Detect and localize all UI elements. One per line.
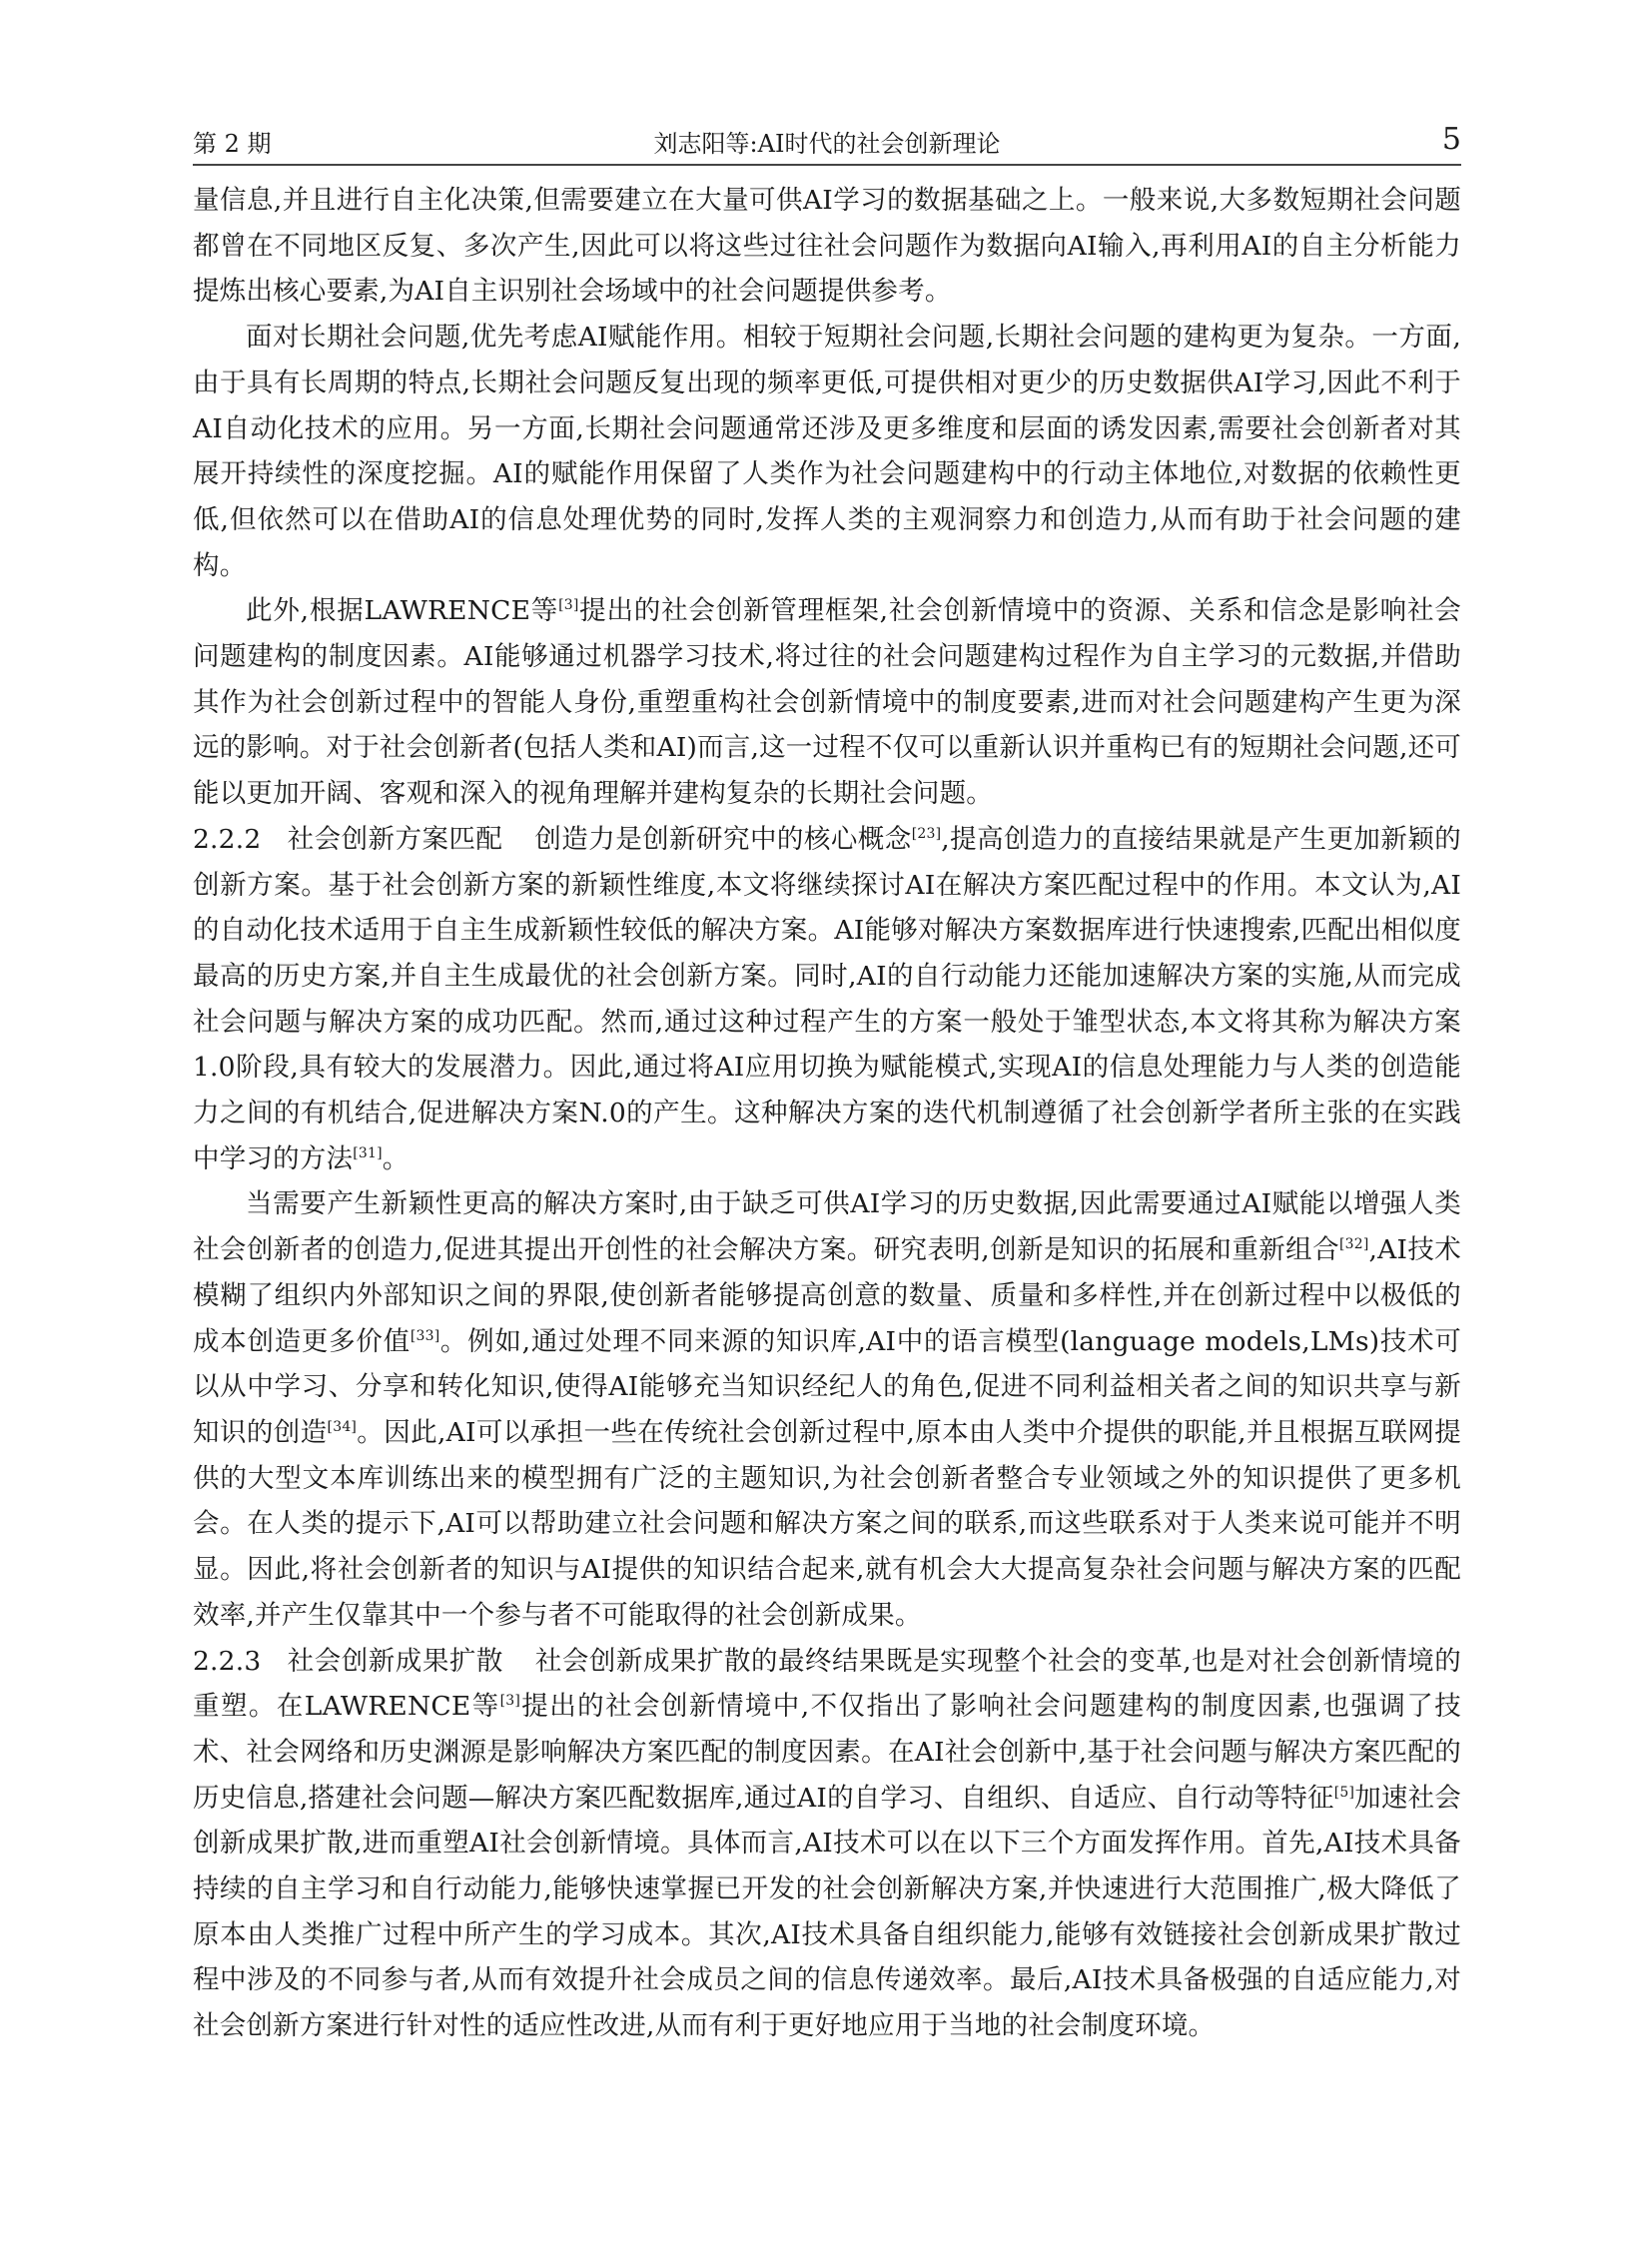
- paragraph: [193, 178, 1461, 315]
- paragraph: [193, 1181, 1461, 1638]
- header-rule: [193, 164, 1461, 166]
- paragraph-text: ,AI技术模糊了组织内外部知识之间的界限,使创新者能够提高创意的数量、质量和多样性,并在创新过程中以极低的成本创造更多价值: [193, 1234, 1462, 1357]
- paragraph-text: 此外,根据LAWRENCE等: [246, 595, 559, 627]
- paragraph-text: 量信息,并且进行自主化决策,但需要建立在大量可供AI学习的数据基础之上。一般来说,大多数短期社会问题都曾在不同地区反复、多次产生,因此可以将这些过往社会问题作为数据向AI输入,再利用AI的自主分析能力提炼出核心要素,为AI自主识别社会场域中的社会问题提供参考。: [193, 185, 1461, 308]
- paragraph: [193, 315, 1461, 588]
- section-2-2-3-paragraph: [193, 1639, 1461, 2049]
- citation-ref: [31]: [353, 1144, 383, 1161]
- citation-ref: [3]: [558, 597, 579, 614]
- paragraph-text: 。: [382, 1142, 410, 1174]
- paragraph: [193, 588, 1461, 817]
- running-title: 刘志阳等:AI时代的社会创新理论: [653, 130, 1001, 158]
- page-number: 5: [1441, 122, 1461, 157]
- running-header: [193, 120, 1461, 170]
- paragraph-text: 提出的社会创新管理框架,社会创新情境中的资源、关系和信念是影响社会问题建构的制度因素。AI能够通过机器学习技术,将过往的社会问题建构过程作为自主学习的元数据,并借助其作为社会创新过程中的智能人身份,重塑重构社会创新情境中的制度要素,进而对社会问题建构产生更为深远的影响。对于社会创新者(包括人类和AI)而言,这一过程不仅可以重新认识并重构已有的短期社会问题,还可能以更加开阔、客观和深入的视角理解并建构复杂的长期社会问题。: [193, 595, 1461, 810]
- citation-ref: [5]: [1333, 1784, 1355, 1801]
- section-number: 2.2.2: [193, 823, 262, 855]
- citation-ref: [3]: [499, 1693, 521, 1710]
- section-number: 2.2.3: [193, 1645, 262, 1677]
- paragraph-text: 。例如,通过处理不同来源的知识库,AI中的语言模型(language models,LMs)技术可以从中学习、分享和转化知识,使得AI能够充当知识经纪人的角色,促进不同利益相关者之间的知识共享与新知识的创造: [193, 1325, 1461, 1448]
- paragraph-text: 当需要产生新颖性更高的解决方案时,由于缺乏可供AI学习的历史数据,因此需要通过AI赋能以增强人类社会创新者的创造力,促进其提出开创性的社会解决方案。研究表明,创新是知识的拓展和重新组合: [193, 1188, 1461, 1266]
- paragraph-text: 创造力是创新研究中的核心概念: [534, 823, 912, 855]
- section-2-2-2-paragraph: [193, 817, 1461, 1182]
- paragraph-text: 。因此,AI可以承担一些在传统社会创新过程中,原本由人类中介提供的职能,并且根据互联网提供的大型文本库训练出来的模型拥有广泛的主题知识,为社会创新者整合专业领域之外的知识提供了更多机会。在人类的提示下,AI可以帮助建立社会问题和解决方案之间的联系,而这些联系对于人类来说可能并不明显。因此,将社会创新者的知识与AI提供的知识结合起来,就有机会大大提高复杂社会问题与解决方案的匹配效率,并产生仅靠其中一个参与者不可能取得的社会创新成果。: [193, 1416, 1461, 1631]
- section-heading: 社会创新成果扩散: [287, 1645, 503, 1677]
- citation-ref: [34]: [327, 1418, 358, 1435]
- citation-ref: [32]: [1339, 1236, 1369, 1253]
- journal-issue: 第 2 期: [193, 130, 272, 158]
- paragraph-text: 社会创新成果扩散的最终结果既是实现整个社会的变革,也是对社会创新情境的重塑。在LAWRENCE等: [193, 1645, 1461, 1723]
- article-body: [193, 178, 1461, 2049]
- paragraph-text: 提出的社会创新情境中,不仅指出了影响社会问题建构的制度因素,也强调了技术、社会网络和历史渊源是影响解决方案匹配的制度因素。在AI社会创新中,基于社会问题与解决方案匹配的历史信息,搭建社会问题—解决方案匹配数据库,通过AI的自学习、自组织、自适应、自行动等特征: [193, 1691, 1461, 1814]
- paragraph-text: 加速社会创新成果扩散,进而重塑AI社会创新情境。具体而言,AI技术可以在以下三个方面发挥作用。首先,AI技术具备持续的自主学习和自行动能力,能够快速掌握已开发的社会创新解决方案,并快速进行大范围推广,极大降低了原本由人类推广过程中所产生的学习成本。其次,AI技术具备自组织能力,能够有效链接社会创新成果扩散过程中涉及的不同参与者,从而有效提升社会成员之间的信息传递效率。最后,AI技术具备极强的自适应能力,对社会创新方案进行针对性的适应性改进,从而有利于更好地应用于当地的社会制度环境。: [193, 1782, 1461, 2042]
- paragraph-text: 面对长期社会问题,优先考虑AI赋能作用。相较于短期社会问题,长期社会问题的建构更为复杂。一方面,由于具有长周期的特点,长期社会问题反复出现的频率更低,可提供相对更少的历史数据供AI学习,因此不利于AI自动化技术的应用。另一方面,长期社会问题通常还涉及更多维度和层面的诱发因素,需要社会创新者对其展开持续性的深度挖掘。AI的赋能作用保留了人类作为社会问题建构中的行动主体地位,对数据的依赖性更低,但依然可以在借助AI的信息处理优势的同时,发挥人类的主观洞察力和创造力,从而有助于社会问题的建构。: [193, 322, 1461, 581]
- citation-ref: [23]: [911, 825, 942, 842]
- section-heading: 社会创新方案匹配: [287, 823, 503, 855]
- citation-ref: [33]: [410, 1327, 440, 1344]
- paragraph-text: ,提高创造力的直接结果就是产生更加新颖的创新方案。基于社会创新方案的新颖性维度,本文将继续探讨AI在解决方案匹配过程中的作用。本文认为,AI的自动化技术适用于自主生成新颖性较低的解决方案。AI能够对解决方案数据库进行快速搜索,匹配出相似度最高的历史方案,并自主生成最优的社会创新方案。同时,AI的自行动能力还能加速解决方案的实施,从而完成社会问题与解决方案的成功匹配。然而,通过这种过程产生的方案一般处于雏型状态,本文将其称为解决方案1.0阶段,具有较大的发展潜力。因此,通过将AI应用切换为赋能模式,实现AI的信息处理能力与人类的创造能力之间的有机结合,促进解决方案N.0的产生。这种解决方案的迭代机制遵循了社会创新学者所主张的在实践中学习的方法: [193, 823, 1462, 1174]
